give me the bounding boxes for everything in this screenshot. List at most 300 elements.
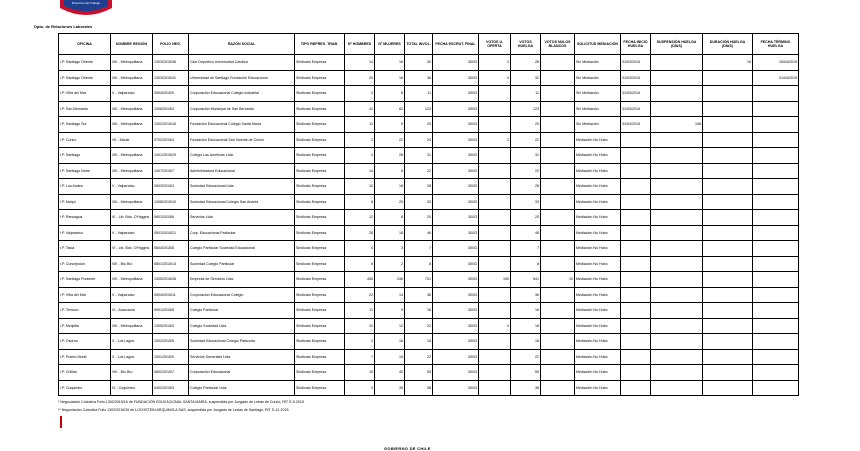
table-cell: Colegio Particular — [189, 303, 295, 319]
table-cell: XIII - Metropolitana — [111, 163, 153, 179]
table-row — [59, 256, 799, 272]
table-cell: 1002/2015/5 — [153, 334, 189, 350]
table-cell: 0802/2015/7 — [153, 365, 189, 381]
table-cell: IX - Araucanía — [111, 303, 153, 319]
table-cell: 41 — [345, 101, 375, 117]
table-cell — [703, 303, 753, 319]
table-cell: I.P. Melipilla — [59, 318, 111, 334]
table-cell — [541, 349, 575, 365]
table-cell: 31/03/2015 — [621, 101, 651, 117]
table-cell: 30/03 — [433, 163, 479, 179]
column-header: TOTAL INVOL. — [405, 34, 433, 55]
table-cell — [541, 132, 575, 148]
table-cell: 16 — [375, 334, 405, 350]
table-cell: 30/03 — [433, 287, 479, 303]
table-cell: 0504/2015/9 — [153, 86, 189, 102]
table-cell — [703, 70, 753, 86]
table-cell — [621, 256, 651, 272]
table-cell: Sindicato Empresa — [295, 163, 345, 179]
table-cell: Sindicato Empresa — [295, 318, 345, 334]
table-cell: 28 — [345, 225, 375, 241]
table-cell — [651, 365, 703, 381]
table-cell: 14 — [345, 163, 375, 179]
table-cell: I.P. Santiago Norte — [59, 163, 111, 179]
column-header: FECHA INICIO HUELGA — [621, 34, 651, 55]
table-cell: 30/03 — [433, 272, 479, 288]
table-cell: VI - Lib. Bdo. O'Higgins — [111, 241, 153, 257]
table-cell: I.P. Temuco — [59, 303, 111, 319]
table-cell: 40 — [375, 365, 405, 381]
table-row — [59, 117, 799, 133]
table-cell — [541, 303, 575, 319]
table-cell: 701 — [405, 272, 433, 288]
table-cell: Colegio Particular Ltda. — [189, 380, 295, 396]
footnote: ** Negociación Colectiva Folio 1302/2015/39 de LOCHSTEIN ARQUINOLA SAS, suspendida por Juzgado de Letras de Santiago, RIT S-12-2015 — [58, 408, 289, 412]
table-cell — [703, 256, 753, 272]
table-cell — [651, 303, 703, 319]
table-cell: VII - Maule — [111, 132, 153, 148]
column-header: TIPO REPRES. TRAB. — [295, 34, 345, 55]
table-cell: 0604/2015/5 — [153, 241, 189, 257]
table-row — [59, 318, 799, 334]
table-cell: Sindicato Empresa — [295, 194, 345, 210]
table-cell: 1303/2015/41 — [153, 70, 189, 86]
table-row — [59, 163, 799, 179]
table-cell — [621, 210, 651, 226]
table-cell — [541, 179, 575, 195]
table-cell: Sindicato Empresa — [295, 70, 345, 86]
table-cell: 46 — [405, 225, 433, 241]
table-cell: 11 — [405, 86, 433, 102]
table-cell: 18 — [375, 179, 405, 195]
table-cell — [703, 194, 753, 210]
table-cell: 30/03 — [433, 70, 479, 86]
table-cell: Mediación No Hubo — [575, 349, 621, 365]
table-cell: I.P. Los Andes — [59, 179, 111, 195]
table-cell: 22 — [345, 287, 375, 303]
table-cell — [541, 241, 575, 257]
table-cell: XIII - Metropolitana — [111, 70, 153, 86]
table-cell — [541, 86, 575, 102]
table-cell: 31/03/2015 — [621, 86, 651, 102]
table-cell: 22 — [375, 132, 405, 148]
table-cell — [703, 148, 753, 164]
table-cell: XIII - Metropolitana — [111, 148, 153, 164]
table-cell: Fundación Educacional Colegio Santa María — [189, 117, 295, 133]
table-cell: I.P. Coquimbo — [59, 380, 111, 396]
table-cell: Sindicato Empresa — [295, 349, 345, 365]
table-cell: 2 — [479, 55, 511, 71]
table-cell: Sociedad Colegio Particular — [189, 256, 295, 272]
table-cell — [703, 101, 753, 117]
table-cell: I.P. Curicó — [59, 132, 111, 148]
table-row — [59, 194, 799, 210]
column-header: SUSPENSIÓN HUELGA (DÍAS) — [651, 34, 703, 55]
table-cell — [541, 365, 575, 381]
table-cell: 1308/2015/10 — [153, 194, 189, 210]
column-header: Nº MUJERES — [375, 34, 405, 55]
column-header: FECHA TÉRMINO HUELGA — [753, 34, 799, 55]
table-cell: XIII - Metropolitana — [111, 117, 153, 133]
table-cell — [753, 225, 799, 241]
table-cell: V - Valparaíso — [111, 287, 153, 303]
table-cell: Mediación No Hubo — [575, 365, 621, 381]
table-cell: 16 — [375, 55, 405, 71]
table-cell: I.P. Maipú — [59, 194, 111, 210]
table-cell: 4 — [479, 318, 511, 334]
table-cell: Sindicato Empresa — [295, 225, 345, 241]
table-cell — [703, 380, 753, 396]
table-cell: Mediación No Hubo — [575, 225, 621, 241]
table-cell: 1307/2015/7 — [153, 163, 189, 179]
table-cell: 11 — [345, 303, 375, 319]
table-cell: 0702/2015/4 — [153, 132, 189, 148]
table-cell: I.P. Santiago — [59, 148, 111, 164]
table-cell: 38 — [511, 380, 541, 396]
table-cell: 541 — [511, 272, 541, 288]
table-row — [59, 101, 799, 117]
table-cell: I.P. Rancagua — [59, 210, 111, 226]
table-row — [59, 179, 799, 195]
table-cell: Sindicato Empresa — [295, 272, 345, 288]
table-cell: 18 — [405, 334, 433, 350]
table-cell: I.P. Santiago Sur — [59, 117, 111, 133]
table-cell: Sindicato Empresa — [295, 132, 345, 148]
table-row — [59, 86, 799, 102]
table-cell — [703, 163, 753, 179]
table-cell: 9 — [375, 117, 405, 133]
table-cell: 123 — [511, 101, 541, 117]
table-row — [59, 225, 799, 241]
table-cell: 30/03 — [433, 349, 479, 365]
table-cell: 3 — [345, 148, 375, 164]
column-header: NOMBRE REGIÓN — [111, 34, 153, 55]
table-cell — [753, 349, 799, 365]
table-cell: Sindicato Empresa — [295, 380, 345, 396]
table-cell: 28 — [375, 148, 405, 164]
table-cell: 30/03 — [433, 179, 479, 195]
table-cell — [651, 287, 703, 303]
table-cell: 82 — [375, 101, 405, 117]
table-cell: Colegio Sociedad Ltda. — [189, 318, 295, 334]
table-cell: 22 — [511, 349, 541, 365]
table-cell: 15 — [375, 349, 405, 365]
table-cell — [621, 380, 651, 396]
table-cell: 0503/2015/3 — [153, 179, 189, 195]
table-cell: 30/03 — [433, 101, 479, 117]
table-cell: Mediación No Hubo — [575, 272, 621, 288]
table-cell: Sin Mediación — [575, 101, 621, 117]
table-cell: XIII - Metropolitana — [111, 272, 153, 288]
table-row — [59, 365, 799, 381]
table-cell — [541, 55, 575, 71]
table-cell: Mediación No Hubo — [575, 148, 621, 164]
table-cell: 5 — [375, 303, 405, 319]
table-cell: 36 — [511, 287, 541, 303]
table-header-row — [59, 34, 799, 55]
table-cell — [703, 272, 753, 288]
table-cell — [703, 179, 753, 195]
table-cell: I.P. Viña del Mar — [59, 287, 111, 303]
table-cell: Sin Mediación — [575, 70, 621, 86]
table-cell — [541, 256, 575, 272]
table-cell: Mediación No Hubo — [575, 334, 621, 350]
table-cell — [541, 117, 575, 133]
table-cell: 30/03 — [433, 225, 479, 241]
table-cell: 16 — [405, 303, 433, 319]
table-cell: 22 — [511, 132, 541, 148]
table-cell — [753, 132, 799, 148]
table-cell: Sociedad Educacional Colegio Particular — [189, 334, 295, 350]
table-cell: 30/03 — [433, 365, 479, 381]
table-cell: Empresa de Servicios Ltda. — [189, 272, 295, 288]
table-cell — [651, 241, 703, 257]
table-cell: 10 — [345, 179, 375, 195]
table-cell — [753, 334, 799, 350]
table-cell — [621, 148, 651, 164]
table-cell: Sindicato Empresa — [295, 256, 345, 272]
table-row — [59, 303, 799, 319]
table-cell: Sindicato Empresa — [295, 241, 345, 257]
table-cell — [621, 272, 651, 288]
table-row — [59, 334, 799, 350]
table-cell: XIII - Metropolitana — [111, 101, 153, 117]
column-header: OFICINA — [59, 34, 111, 55]
table-cell: 30/03 — [433, 334, 479, 350]
table-cell: 14 — [375, 287, 405, 303]
table-cell — [621, 349, 651, 365]
table-cell: 10 — [345, 318, 375, 334]
table-cell — [541, 163, 575, 179]
table-cell: 35 — [375, 380, 405, 396]
table-cell: 30/03 — [433, 132, 479, 148]
table-cell: 8 — [345, 194, 375, 210]
table-cell: 1306/2015/4 — [153, 101, 189, 117]
table-cell: 22 — [405, 349, 433, 365]
table-cell — [479, 287, 511, 303]
footnotes — [58, 398, 304, 414]
table-cell: 2 — [345, 132, 375, 148]
table-cell: 2 — [479, 132, 511, 148]
table-cell — [651, 148, 703, 164]
table-cell: 2 — [375, 256, 405, 272]
table-cell: 150 — [479, 272, 511, 288]
table-cell: 36 — [405, 287, 433, 303]
table-cell — [621, 241, 651, 257]
table-cell: Sociedad Educacional Colegio San Andrés — [189, 194, 295, 210]
table-cell: 38 — [405, 380, 433, 396]
table-cell — [703, 241, 753, 257]
table-cell: 55 — [511, 365, 541, 381]
table-cell: 8 — [405, 256, 433, 272]
table-cell: I.P. Concepción — [59, 256, 111, 272]
table-cell: 7 — [511, 241, 541, 257]
table-cell: 31/03/2015 — [621, 117, 651, 133]
table-cell: I.P. Chillán — [59, 365, 111, 381]
table-cell — [753, 86, 799, 102]
table-cell — [651, 163, 703, 179]
table-cell: Sindicato Empresa — [295, 86, 345, 102]
column-header: SOLICITUD MEDIACIÓN — [575, 34, 621, 55]
table-cell: 3 — [345, 380, 375, 396]
table-cell: 0402/2015/3 — [153, 380, 189, 396]
table-cell: 1305/2015/26 — [153, 272, 189, 288]
table-cell — [753, 194, 799, 210]
table-cell: V - Valparaíso — [111, 179, 153, 195]
table-cell: I.P. Santiago Poniente — [59, 272, 111, 288]
table-cell — [753, 241, 799, 257]
table-cell: 36 — [405, 70, 433, 86]
table-cell: 33 — [405, 194, 433, 210]
table-cell — [753, 101, 799, 117]
table-cell — [651, 194, 703, 210]
table-cell: 30/03 — [433, 318, 479, 334]
table-cell: 16 — [511, 303, 541, 319]
table-cell — [541, 194, 575, 210]
negotiations-table — [58, 33, 799, 396]
table-cell: I.P. Santiago Oriente — [59, 70, 111, 86]
table-cell: 12 — [345, 210, 375, 226]
table-cell: Sindicato Empresa — [295, 117, 345, 133]
table-cell: 20 — [405, 117, 433, 133]
table-cell — [753, 287, 799, 303]
column-header: VOTOS NULOS BLANCOS — [541, 34, 575, 55]
table-cell: Sindicato Empresa — [295, 210, 345, 226]
table-cell: IV - Coquimbo — [111, 380, 153, 396]
table-cell: 22 — [511, 163, 541, 179]
table-cell: Mediación No Hubo — [575, 179, 621, 195]
table-cell: I.P. Osorno — [59, 334, 111, 350]
table-cell — [651, 70, 703, 86]
table-cell: Servicios Generales Ltda. — [189, 349, 295, 365]
table-cell: 0601/2015/6 — [153, 210, 189, 226]
table-cell — [479, 365, 511, 381]
table-cell: 31 — [405, 148, 433, 164]
table-cell: 28 — [405, 179, 433, 195]
table-cell: Sindicato Empresa — [295, 287, 345, 303]
table-cell: 31/03/2015 — [621, 55, 651, 71]
table-cell: Fundación Educacional San Vicente de Curicó — [189, 132, 295, 148]
table-row — [59, 210, 799, 226]
table-cell: 11 — [345, 117, 375, 133]
table-cell: 33 — [511, 194, 541, 210]
table-cell: Administradora Educacional — [189, 163, 295, 179]
table-cell: Sindicato Empresa — [295, 148, 345, 164]
table-cell — [651, 380, 703, 396]
table-cell — [621, 225, 651, 241]
table-cell: Mediación No Hubo — [575, 132, 621, 148]
table-cell: 108 — [651, 117, 703, 133]
table-cell — [753, 380, 799, 396]
table-cell: Colegio Particular Sociedad Educacional — [189, 241, 295, 257]
table-cell: Sin Mediación — [575, 117, 621, 133]
table-cell: 20 — [405, 210, 433, 226]
table-cell: 30/03 — [433, 241, 479, 257]
column-header: VOTOS HUELGA — [511, 34, 541, 55]
table-cell: Colegio Las Américas Ltda. — [189, 148, 295, 164]
table-cell — [703, 210, 753, 226]
table-cell — [541, 380, 575, 396]
logo-text: Dirección del Trabajo — [71, 1, 101, 5]
table-cell — [479, 241, 511, 257]
table-cell — [479, 334, 511, 350]
table-cell — [651, 55, 703, 71]
table-cell — [651, 349, 703, 365]
table-cell: 8 — [511, 256, 541, 272]
table-cell: 18 — [375, 225, 405, 241]
table-cell: VIII - Bío Bío — [111, 365, 153, 381]
table-cell: 3 — [345, 86, 375, 102]
table-cell: Mediación No Hubo — [575, 318, 621, 334]
table-cell: 30 — [405, 55, 433, 71]
table-cell — [703, 318, 753, 334]
table-cell — [651, 318, 703, 334]
table-cell — [753, 148, 799, 164]
table-cell — [753, 210, 799, 226]
table-cell: 30/03 — [433, 303, 479, 319]
table-row — [59, 349, 799, 365]
table-cell — [479, 101, 511, 117]
table-cell: 55 — [405, 365, 433, 381]
table-cell: Corporación Municipal de San Bernardo — [189, 101, 295, 117]
table-cell — [703, 132, 753, 148]
table-cell: 1303/2015/36 — [153, 55, 189, 71]
table-cell — [621, 179, 651, 195]
table-cell: Sindicato Empresa — [295, 101, 345, 117]
table-cell: Mediación No Hubo — [575, 194, 621, 210]
table-cell — [651, 210, 703, 226]
table-cell: 22 — [405, 163, 433, 179]
table-cell: Mediación No Hubo — [575, 287, 621, 303]
table-cell: 7 — [345, 349, 375, 365]
table-cell: X - Los Lagos — [111, 334, 153, 350]
table-cell: 30/03 — [433, 86, 479, 102]
table-cell: 20 — [345, 70, 375, 86]
table-cell — [651, 256, 703, 272]
table-cell: 15 — [703, 55, 753, 71]
table-cell — [479, 148, 511, 164]
table-cell: Universidad de Santiago Fundación Educacional — [189, 70, 295, 86]
table-cell: 46 — [511, 225, 541, 241]
table-cell: Sindicato Empresa — [295, 334, 345, 350]
table-cell — [479, 210, 511, 226]
table-cell: 18 — [511, 334, 541, 350]
table-cell: 30/03 — [433, 380, 479, 396]
table-cell — [541, 334, 575, 350]
column-header: DURACIÓN HUELGA (DÍAS) — [703, 34, 753, 55]
table-cell — [753, 318, 799, 334]
table-cell — [479, 380, 511, 396]
table-cell: 0504/2015/11 — [153, 287, 189, 303]
table-cell — [753, 272, 799, 288]
department-label: Dpto. de Relaciones Laborales — [34, 24, 93, 29]
table-cell — [703, 225, 753, 241]
table-cell — [703, 365, 753, 381]
table-cell — [703, 349, 753, 365]
table-cell: VI - Lib. Bdo. O'Higgins — [111, 210, 153, 226]
table-cell: 31/03/2015 — [621, 70, 651, 86]
table-cell: 4 — [345, 241, 375, 257]
table-cell — [651, 86, 703, 102]
table-cell: 1301/2015/29 — [153, 148, 189, 164]
table-cell: 28 — [511, 55, 541, 71]
table-cell — [703, 334, 753, 350]
table-cell: 20 — [511, 117, 541, 133]
table-cell: 8 — [375, 210, 405, 226]
table-cell: 7 — [405, 241, 433, 257]
table-cell: X - Los Lagos — [111, 349, 153, 365]
table-cell: 28 — [511, 179, 541, 195]
